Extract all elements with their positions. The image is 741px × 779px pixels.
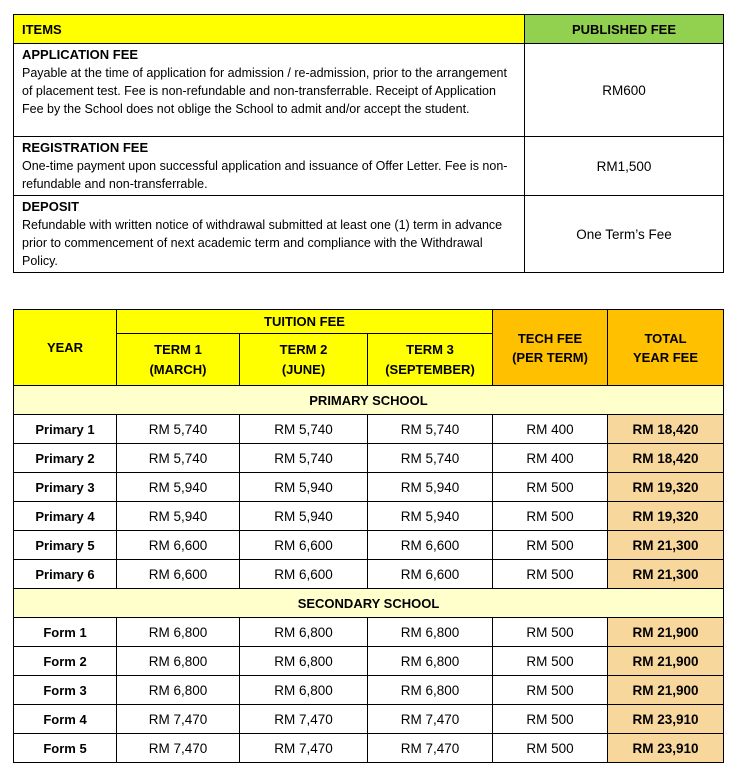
term1-fee-cell: RM 5,740 bbox=[117, 415, 240, 444]
term3-fee-cell: RM 5,740 bbox=[368, 444, 493, 473]
total-year-fee-cell: RM 23,910 bbox=[608, 705, 724, 734]
year-cell: Primary 1 bbox=[14, 415, 117, 444]
registration-fee-amount: RM1,500 bbox=[525, 137, 724, 196]
term3-fee-cell: RM 7,470 bbox=[368, 705, 493, 734]
term3-month: (SEPTEMBER) bbox=[385, 361, 475, 377]
term2-header bbox=[240, 334, 368, 386]
tech-fee-cell: RM 500 bbox=[493, 734, 608, 763]
term3-fee-cell: RM 5,940 bbox=[368, 502, 493, 531]
application-fee-amount: RM600 bbox=[525, 44, 724, 137]
term2-fee-cell: RM 5,940 bbox=[240, 473, 368, 502]
term2-fee-cell: RM 5,740 bbox=[240, 415, 368, 444]
term1-fee-cell: RM 7,470 bbox=[117, 734, 240, 763]
term2-fee-cell: RM 6,800 bbox=[240, 618, 368, 647]
year-cell: Form 1 bbox=[14, 618, 117, 647]
total-year-fee-cell: RM 21,900 bbox=[608, 676, 724, 705]
fee-header-row-1 bbox=[14, 310, 724, 334]
term1-label: TERM 1 bbox=[154, 341, 202, 357]
registration-fee-title: REGISTRATION FEE bbox=[22, 140, 149, 155]
year-cell: Form 5 bbox=[14, 734, 117, 763]
tuition-fee-header: TUITION FEE bbox=[117, 310, 493, 334]
term1-fee-cell: RM 5,940 bbox=[117, 502, 240, 531]
tech-fee-cell: RM 400 bbox=[493, 415, 608, 444]
tech-fee-cell: RM 500 bbox=[493, 502, 608, 531]
tech-fee-cell: RM 500 bbox=[493, 531, 608, 560]
total-year-fee-cell: RM 21,900 bbox=[608, 647, 724, 676]
total-year-fee-cell: RM 21,300 bbox=[608, 531, 724, 560]
table-row bbox=[14, 473, 724, 502]
term3-fee-cell: RM 6,600 bbox=[368, 531, 493, 560]
tech-fee-cell: RM 500 bbox=[493, 473, 608, 502]
term1-month: (MARCH) bbox=[149, 361, 207, 377]
secondary-school-section-label: SECONDARY SCHOOL bbox=[14, 589, 724, 618]
table-row bbox=[14, 415, 724, 444]
tech-fee-cell: RM 500 bbox=[493, 618, 608, 647]
registration-fee-cell bbox=[14, 137, 525, 196]
registration-fee-description: One-time payment upon successful application and issuance of Offer Letter. Fee is non-refundable and non-transferrable. bbox=[22, 159, 508, 191]
term1-fee-cell: RM 6,800 bbox=[117, 676, 240, 705]
tech-fee-cell: RM 400 bbox=[493, 444, 608, 473]
term2-fee-cell: RM 6,800 bbox=[240, 676, 368, 705]
term1-fee-cell: RM 6,800 bbox=[117, 647, 240, 676]
application-fee-cell bbox=[14, 44, 525, 137]
total-year-fee-header bbox=[608, 310, 724, 386]
term1-fee-cell: RM 6,600 bbox=[117, 560, 240, 589]
total-year-fee-cell: RM 21,900 bbox=[608, 618, 724, 647]
year-cell: Form 2 bbox=[14, 647, 117, 676]
tech-fee-subtitle: (PER TERM) bbox=[512, 349, 588, 365]
items-header-row bbox=[14, 15, 724, 44]
total-year-fee-cell: RM 19,320 bbox=[608, 473, 724, 502]
year-header: YEAR bbox=[14, 310, 117, 386]
fee-table-body bbox=[14, 386, 724, 763]
year-cell: Primary 5 bbox=[14, 531, 117, 560]
table-row bbox=[14, 618, 724, 647]
deposit-amount: One Term’s Fee bbox=[525, 196, 724, 273]
tech-fee-title: TECH FEE bbox=[517, 330, 583, 346]
year-cell: Form 4 bbox=[14, 705, 117, 734]
primary-school-section-label: PRIMARY SCHOOL bbox=[14, 386, 724, 415]
primary-school-section-row bbox=[14, 386, 724, 415]
deposit-title: DEPOSIT bbox=[22, 199, 80, 214]
table-row bbox=[14, 647, 724, 676]
total-year-fee-cell: RM 19,320 bbox=[608, 502, 724, 531]
year-cell: Primary 4 bbox=[14, 502, 117, 531]
tech-fee-cell: RM 500 bbox=[493, 705, 608, 734]
year-cell: Form 3 bbox=[14, 676, 117, 705]
term2-fee-cell: RM 5,740 bbox=[240, 444, 368, 473]
term3-fee-cell: RM 6,800 bbox=[368, 618, 493, 647]
items-header: ITEMS bbox=[14, 15, 525, 44]
tech-fee-cell: RM 500 bbox=[493, 560, 608, 589]
deposit-cell bbox=[14, 196, 525, 273]
term1-fee-cell: RM 7,470 bbox=[117, 705, 240, 734]
total-title: TOTAL bbox=[644, 330, 687, 346]
term3-fee-cell: RM 7,470 bbox=[368, 734, 493, 763]
table-row bbox=[14, 502, 724, 531]
secondary-school-section-row bbox=[14, 589, 724, 618]
deposit-description: Refundable with written notice of withdrawal submitted at least one (1) term in advance prior to commencement of next academic term and compliance with the Withdrawal Policy. bbox=[22, 218, 503, 268]
table-row bbox=[14, 531, 724, 560]
total-year-fee-cell: RM 21,300 bbox=[608, 560, 724, 589]
term1-fee-cell: RM 5,940 bbox=[117, 473, 240, 502]
deposit-row bbox=[14, 196, 724, 273]
year-cell: Primary 3 bbox=[14, 473, 117, 502]
table-row bbox=[14, 444, 724, 473]
table-row bbox=[14, 560, 724, 589]
total-year-fee-cell: RM 23,910 bbox=[608, 734, 724, 763]
application-fee-description: Payable at the time of application for admission / re-admission, prior to the arrangement of placement test. Fee is non-refundable and non-transferrable. Receipt of Application Fee by the School does not oblige the School to admit and/or accept the student. bbox=[22, 66, 507, 116]
total-subtitle: YEAR FEE bbox=[632, 349, 698, 365]
term3-fee-cell: RM 6,800 bbox=[368, 647, 493, 676]
term3-fee-cell: RM 5,740 bbox=[368, 415, 493, 444]
tech-fee-cell: RM 500 bbox=[493, 676, 608, 705]
application-fee-row bbox=[14, 44, 724, 137]
year-cell: Primary 6 bbox=[14, 560, 117, 589]
term1-fee-cell: RM 6,800 bbox=[117, 618, 240, 647]
published-fee-header: PUBLISHED FEE bbox=[525, 15, 724, 44]
items-fee-table bbox=[13, 14, 724, 273]
term3-label: TERM 3 bbox=[406, 341, 454, 357]
table-row bbox=[14, 705, 724, 734]
term1-header bbox=[117, 334, 240, 386]
term2-fee-cell: RM 6,600 bbox=[240, 531, 368, 560]
term1-fee-cell: RM 6,600 bbox=[117, 531, 240, 560]
term1-fee-cell: RM 5,740 bbox=[117, 444, 240, 473]
table-row bbox=[14, 734, 724, 763]
term3-fee-cell: RM 6,800 bbox=[368, 676, 493, 705]
term3-fee-cell: RM 6,600 bbox=[368, 560, 493, 589]
tech-fee-header bbox=[493, 310, 608, 386]
year-cell: Primary 2 bbox=[14, 444, 117, 473]
application-fee-title: APPLICATION FEE bbox=[22, 47, 139, 62]
term3-fee-cell: RM 5,940 bbox=[368, 473, 493, 502]
term2-month: (JUNE) bbox=[281, 361, 326, 377]
tech-fee-cell: RM 500 bbox=[493, 647, 608, 676]
term2-fee-cell: RM 7,470 bbox=[240, 734, 368, 763]
table-row bbox=[14, 676, 724, 705]
term2-fee-cell: RM 7,470 bbox=[240, 705, 368, 734]
term2-fee-cell: RM 6,800 bbox=[240, 647, 368, 676]
total-year-fee-cell: RM 18,420 bbox=[608, 415, 724, 444]
term2-fee-cell: RM 6,600 bbox=[240, 560, 368, 589]
registration-fee-row bbox=[14, 137, 724, 196]
term3-header bbox=[368, 334, 493, 386]
tuition-fee-table bbox=[13, 309, 724, 763]
term2-label: TERM 2 bbox=[279, 341, 328, 357]
total-year-fee-cell: RM 18,420 bbox=[608, 444, 724, 473]
term2-fee-cell: RM 5,940 bbox=[240, 502, 368, 531]
